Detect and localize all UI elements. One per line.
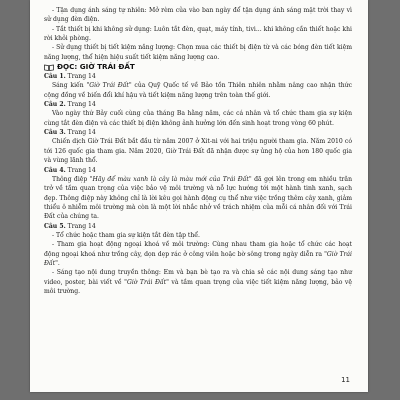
question-3-answer: Chiến dịch Giờ Trái Đất bắt đầu từ năm 2007 ở Xit-ni với hai triệu người tham gia. Năm 2010 có tới 126 quốc gia tham gia. Năm 2020, Giờ Trái Đất đã nhận được sự ủng hộ của hơn 180 quốc gia và vùng lãnh thổ. — [44, 138, 352, 165]
quoted-message: "Hãy để màu xanh là cây là màu mới của Trái Đất" — [89, 175, 252, 183]
question-5-bullet-3 — [44, 268, 352, 296]
tip-natural-light: - Tận dụng ánh sáng tự nhiên: Mở rèm của vào ban ngày để tận dụng ánh sáng mặt trời thay vì sử dụng đèn điện. — [44, 7, 352, 24]
answer-text: . — [57, 259, 60, 267]
answer-text: - Sáng tạo nội dung truyền thông: Em và bạn bè tạo ra và chia sẻ các nội dung sáng tạo như video, poster, bài viết về — [44, 269, 352, 286]
quoted-title: "Giờ Trái Đất" — [124, 278, 169, 286]
page-number: 11 — [341, 376, 350, 384]
question-3-header — [44, 128, 352, 137]
question-1-header — [44, 72, 352, 81]
answer-text: đã gợi lên trong em nhiều trăn trở về tầm quan trọng của việc bảo vệ môi trường và nỗ lực hướng tới một hành tinh xanh, sạch đẹp. Thông điệp này không chỉ là lời kêu gọi hành động cụ thể như việc trồng thêm cây xanh, giảm thiểu ô nhiễm môi trường mà còn là một lời nhắc nhở về trách nhiệm của mỗi cá nhân đối với Trái Đất của chúng ta. — [44, 175, 352, 221]
question-label: Câu 2. — [44, 101, 66, 109]
question-page-ref: Trang 14 — [67, 166, 96, 174]
answer-text: Thông điệp — [52, 175, 90, 183]
question-5-header — [44, 222, 352, 231]
question-2-header — [44, 100, 352, 109]
question-page-ref: Trang 14 — [67, 73, 96, 81]
page-content — [44, 6, 352, 296]
tip-turn-off: - Tắt thiết bị khi không sử dụng: Luôn tắt đèn, quạt, máy tính, tivi... khi không cần thiết hoặc khi rời khỏi phòng. — [44, 25, 352, 43]
question-page-ref: Trang 14 — [67, 129, 96, 137]
quoted-title: "Giờ Trái Đất" — [44, 250, 352, 267]
question-label: Câu 5. — [44, 222, 66, 230]
answer-text: và tầm quan trọng của việc tiết kiệm năng lượng, bảo vệ môi trường. — [44, 278, 352, 295]
question-1-answer — [44, 81, 352, 100]
quoted-title: "Giờ Trái Đất" — [86, 82, 132, 90]
section-heading — [44, 62, 352, 72]
section-title: ĐỌC: GIỜ TRÁI ĐẤT — [57, 62, 135, 72]
question-2-answer: Vào ngày thứ Bảy cuối cùng của tháng Ba hằng năm, các cá nhân và tổ chức tham gia sự kiện cùng tắt đèn điện và các thiết bị điện không ảnh hưởng lớn đến sinh hoạt trong vòng 60 phút. — [44, 110, 352, 127]
question-label: Câu 1. — [44, 73, 66, 81]
question-page-ref: Trang 14 — [67, 101, 96, 109]
answer-text: Sáng kiến — [52, 82, 87, 90]
question-5-bullet-2 — [44, 240, 352, 268]
question-4-answer — [44, 175, 352, 222]
question-5-bullet-1: - Tổ chức hoặc tham gia sự kiện tắt đèn tập thể. — [52, 231, 200, 239]
question-page-ref: Trang 14 — [67, 222, 96, 230]
book-page — [30, 0, 368, 392]
open-book-icon — [44, 64, 54, 71]
answer-text: của Quỹ Quốc tế về Bảo tồn Thiên nhiên nhằm nâng cao nhận thức cộng đồng về biến đổi khí hậu và tiết kiệm năng lượng trên toàn thế giới. — [44, 82, 352, 99]
question-4-header — [44, 166, 352, 175]
tip-efficient-devices: - Sử dụng thiết bị tiết kiệm năng lượng: Chọn mua các thiết bị điện từ và các bóng đèn tiết kiệm năng lượng, thể hiện hiệu suất tiết kiệm năng lượng cao. — [44, 44, 352, 61]
answer-text: - Tham gia hoạt động ngoại khoá về môi trường: Cùng nhau tham gia hoặc tổ chức các hoạt động ngoại khoá như trồng cây, dọn dẹp rác ở công viên hoặc bờ sông trong ngày diễn ra — [44, 241, 352, 258]
question-label: Câu 4. — [44, 166, 66, 174]
question-label: Câu 3. — [44, 129, 66, 137]
